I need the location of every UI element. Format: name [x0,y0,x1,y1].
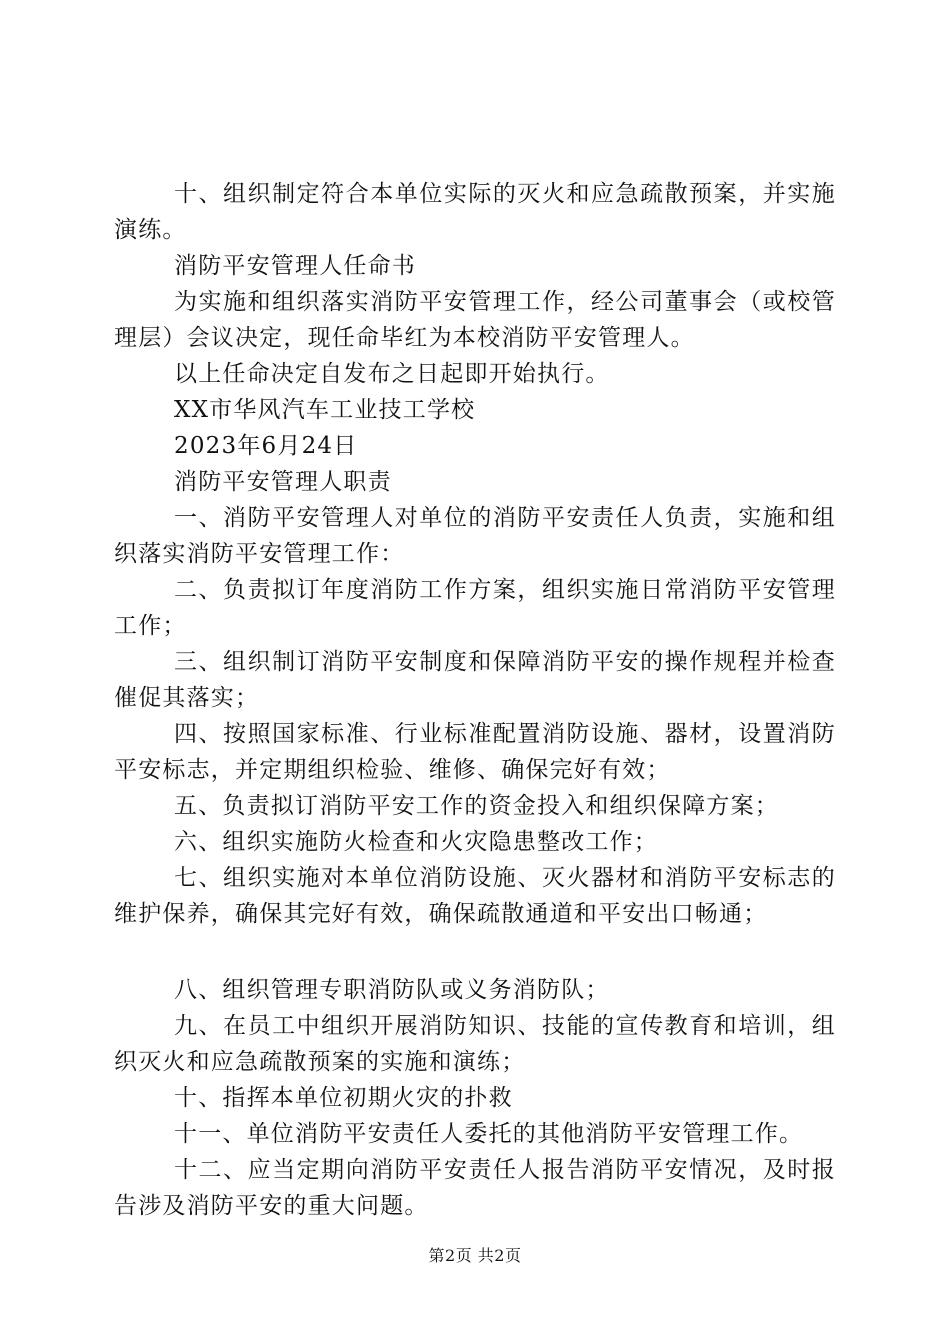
duty-item-1: 一、消防平安管理人对单位的消防平安责任人负责，实施和组织落实消防平安管理工作： [114,505,836,567]
duty-item-4: 四、按照国家标准、行业标准配置消防设施、器材，设置消防平安标志，并定期组织检验、维修、确保完好有效； [114,721,836,783]
appointment-heading: 消防平安管理人任命书 [174,253,416,279]
duties-heading: 消防平安管理人职责 [174,469,392,495]
issue-date: 2023年6月24日 [174,433,358,459]
page-number-footer: 第2页 共2页 [428,1246,522,1265]
duty-item-3: 三、组织制订消防平安制度和保障消防平安的操作规程并检查催促其落实； [114,649,836,711]
duty-item-2: 二、负责拟订年度消防工作方案，组织实施日常消防平安管理工作； [114,577,836,639]
duty-item-5: 五、负责拟订消防平安工作的资金投入和组织保障方案； [174,793,779,819]
duty-item-12: 十二、应当定期向消防平安责任人报告消防平安情况，及时报告涉及消防平安的重大问题。 [114,1157,836,1219]
duty-item-9: 九、在员工中组织开展消防知识、技能的宣传教育和培训，组织灭火和应急疏散预案的实施和演练； [114,1013,836,1075]
appointment-text: 为实施和组织落实消防平安管理工作，经公司董事会（或校管理层）会议决定，现任命毕红为本校消防平安管理人。 [114,289,836,351]
document-body [114,176,836,1224]
duty-item-7: 七、组织实施对本单位消防设施、灭火器材和消防平安标志的维护保养，确保其完好有效，确保疏散通道和平安出口畅通； [114,865,836,927]
duty-item-10: 十、指挥本单位初期火灾的扑救 [174,1085,513,1111]
blank-line [114,932,836,972]
duty-item-11: 十一、单位消防平安责任人委托的其他消防平安管理工作。 [174,1121,804,1147]
paragraph-fire-plan: 十、组织制定符合本单位实际的灭火和应急疏散预案，并实施演练。 [114,181,836,243]
school-name: XX市华风汽车工业技工学校 [174,397,476,423]
appointment-effective: 以上任命决定自发布之日起即开始执行。 [174,361,610,387]
duty-item-6: 六、组织实施防火检查和火灾隐患整改工作； [174,829,658,855]
duty-item-8: 八、组织管理专职消防队或义务消防队； [174,977,610,1003]
